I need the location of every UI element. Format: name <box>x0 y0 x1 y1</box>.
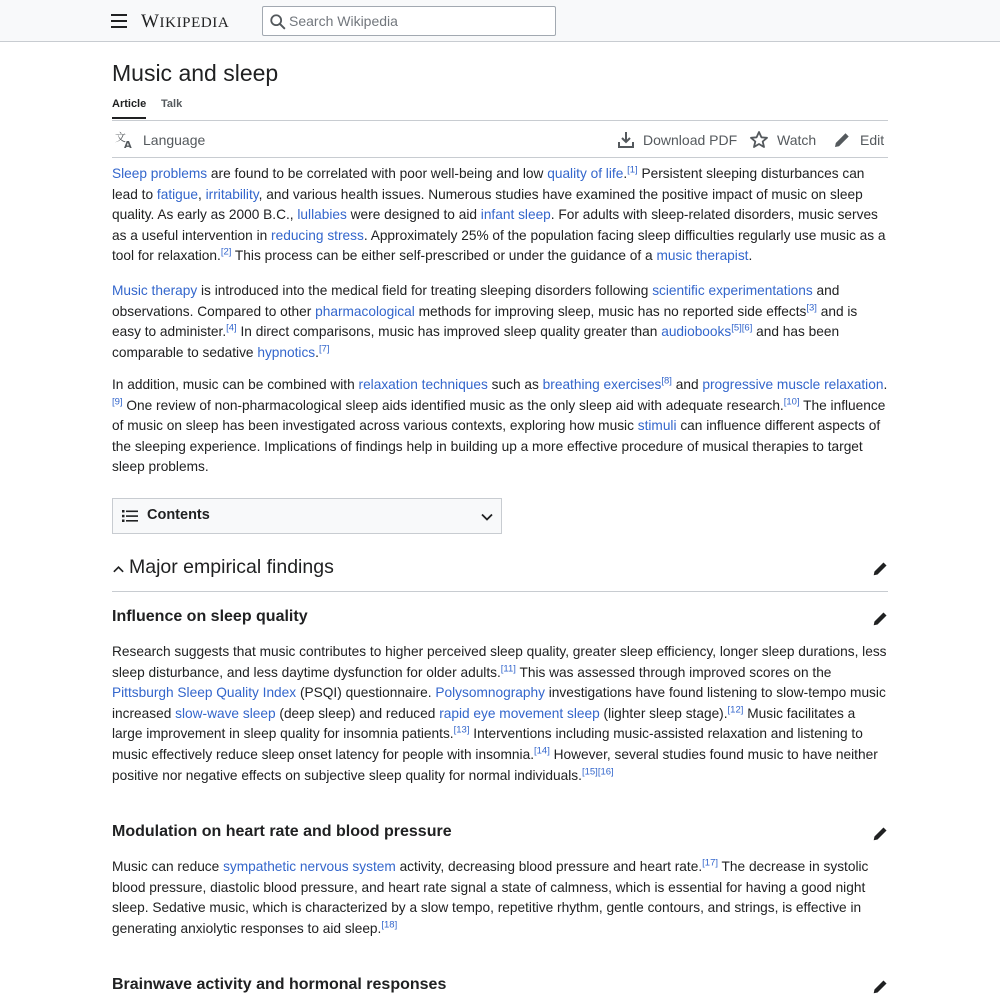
wiki-link[interactable]: sympathetic nervous system <box>223 859 396 874</box>
search-box[interactable] <box>262 6 556 36</box>
body-text: is introduced into the medical field for treating sleeping disorders following <box>197 283 653 298</box>
intro-paragraph-2 <box>112 281 888 363</box>
body-text: Music facilitates a large improvement in sleep quality for insomnia patients. <box>112 705 856 742</box>
wiki-link[interactable]: pharmacological <box>315 303 415 319</box>
wiki-link[interactable]: Music therapy <box>112 283 198 298</box>
star-icon <box>749 130 769 150</box>
reference-superscript <box>534 745 550 756</box>
page-title: Music and sleep <box>112 60 279 86</box>
language-button[interactable] <box>115 128 215 152</box>
list-icon <box>122 509 138 523</box>
edit-subsection-pencil-icon[interactable] <box>872 825 889 842</box>
body-text: are found to be correlated with poor well-being and low <box>207 166 548 181</box>
wiki-link[interactable]: reducing stress <box>271 227 364 243</box>
wiki-link[interactable]: scientific experimentations <box>652 283 813 298</box>
tab-article[interactable]: Article <box>112 98 146 119</box>
body-text: Research suggests that music contributes to higher perceived sleep quality, greater sleep efficiency, longer sleep durations, less sleep disturbance, and less daytime dysfunction for older adults. <box>112 644 887 680</box>
svg-text:文: 文 <box>115 131 126 144</box>
language-icon <box>115 130 135 150</box>
reference-superscript <box>742 323 753 334</box>
body-text: . <box>623 166 628 181</box>
hamburger-menu-icon[interactable] <box>111 14 127 28</box>
reference-superscript <box>661 375 672 386</box>
reference-link[interactable]: [16] <box>597 766 614 777</box>
reference-link[interactable]: [10] <box>783 396 800 408</box>
reference-link[interactable]: [3] <box>806 302 817 314</box>
wiki-link[interactable]: breathing exercises <box>542 377 662 392</box>
reference-superscript <box>112 396 123 407</box>
edit-subsection-pencil-icon[interactable] <box>872 978 889 995</box>
reference-superscript <box>319 343 330 354</box>
sleep-quality-paragraph <box>112 642 888 786</box>
download-icon <box>616 130 636 150</box>
wiki-link[interactable]: rapid eye movement sleep <box>439 705 600 721</box>
wiki-link[interactable]: irritability <box>205 186 259 202</box>
watch-label: Watch <box>777 132 817 148</box>
body-text: . For adults with sleep-related disorders, music serves as a useful intervention in <box>112 207 878 243</box>
reference-superscript <box>702 857 718 868</box>
download-pdf-label: Download PDF <box>643 132 738 148</box>
reference-link[interactable]: [8] <box>661 375 672 387</box>
reference-link[interactable]: [7] <box>318 343 330 355</box>
reference-link[interactable]: [1] <box>627 164 638 176</box>
chevron-down-icon <box>480 510 494 524</box>
reference-superscript <box>221 247 232 258</box>
body-text: were designed to aid <box>346 207 481 223</box>
reference-link[interactable]: [11] <box>500 663 516 675</box>
reference-superscript <box>784 396 800 407</box>
edit-section-pencil-icon[interactable] <box>872 560 889 577</box>
body-text: methods for improving sleep, music has no reported side effects <box>414 303 807 319</box>
wiki-link[interactable]: Polysomnography <box>435 685 545 701</box>
reference-superscript <box>731 323 742 334</box>
logo-rest: IKIPEDIA <box>159 15 230 31</box>
reference-superscript <box>454 725 470 736</box>
body-text: such as <box>487 377 543 392</box>
intro-paragraph-3 <box>112 375 888 478</box>
body-text: . <box>315 344 319 360</box>
body-text: (deep sleep) and reduced <box>275 705 440 721</box>
reference-link[interactable]: [14] <box>534 745 550 757</box>
wiki-link[interactable]: hypnotics <box>257 344 316 360</box>
body-text: (lighter sleep stage). <box>599 705 728 721</box>
wiki-link[interactable]: audiobooks <box>661 324 732 340</box>
body-text: , <box>198 186 206 202</box>
body-text: Music can reduce <box>112 859 224 874</box>
reference-link[interactable]: [13] <box>453 724 470 736</box>
wiki-link[interactable]: relaxation techniques <box>358 377 488 392</box>
reference-superscript <box>226 323 237 334</box>
wikipedia-logo[interactable] <box>141 11 229 33</box>
reference-superscript <box>598 766 614 777</box>
body-text: . <box>883 377 888 392</box>
body-text: and is easy to administer. <box>112 303 858 340</box>
search-icon <box>269 13 287 31</box>
reference-link[interactable]: [17] <box>702 857 718 869</box>
reference-link[interactable]: [6] <box>741 322 753 334</box>
page-actions <box>112 128 888 158</box>
body-text: and <box>671 377 703 392</box>
reference-link[interactable]: [2] <box>220 246 232 258</box>
contents-title: Contents <box>147 507 210 523</box>
wiki-link[interactable]: quality of life <box>547 166 624 181</box>
body-text: , and various health issues. Numerous studies have examined the positive impact of music on sleep quality. As early as 2000 B.C., <box>112 186 863 223</box>
chevron-up-icon[interactable] <box>112 563 125 576</box>
intro-paragraph-1 <box>112 164 888 267</box>
language-label: Language <box>143 132 206 148</box>
subsection-title-sleep-quality: Influence on sleep quality <box>112 608 308 625</box>
download-pdf-button[interactable] <box>616 128 736 152</box>
reference-link[interactable]: [12] <box>727 704 744 716</box>
reference-superscript <box>381 919 397 930</box>
body-text: This was assessed through improved scores on the <box>515 664 832 680</box>
heart-rate-paragraph <box>112 857 888 939</box>
edit-subsection-pencil-icon[interactable] <box>872 610 889 627</box>
section-heading-major-findings <box>112 556 888 592</box>
body-text: The influence of music on sleep has been investigated across various contexts, exploring how music <box>112 397 886 434</box>
reference-superscript <box>501 663 516 674</box>
subsection-title-heart-rate: Modulation on heart rate and blood pressure <box>112 823 452 840</box>
tab-talk[interactable]: Talk <box>161 98 183 110</box>
reference-link[interactable]: [15] <box>581 766 598 777</box>
body-text: One review of non-pharmacological sleep aids identified music as the only sleep aid with adequate research. <box>122 397 784 413</box>
edit-label: Edit <box>860 132 885 148</box>
reference-link[interactable]: [9] <box>112 396 123 408</box>
wiki-link[interactable]: progressive muscle relaxation <box>702 377 884 392</box>
body-text: (PSQI) questionnaire. <box>296 685 436 701</box>
pencil-icon <box>832 130 852 150</box>
body-text: The decrease in systolic blood pressure, diastolic blood pressure, and heart rate signal a state of calmness, which is essential for having a good night sleep. Sedative music, which is characterized by a slow tempo, repetitive rhythm, gentle contours, and strings, is effective in generating anxiolytic responses to aid sleep. <box>112 859 869 936</box>
body-text: In addition, music can be combined with <box>112 377 359 392</box>
body-text: activity, decreasing blood pressure and heart rate. <box>395 859 703 874</box>
logo-initial: W <box>141 11 160 32</box>
body-text: This process can be either self-prescribed or under the guidance of a <box>231 248 657 264</box>
watch-button[interactable] <box>749 128 819 152</box>
svg-text:A: A <box>124 140 132 150</box>
reference-superscript <box>627 164 638 175</box>
wiki-link[interactable]: music therapist <box>656 248 749 264</box>
section-title: Major empirical findings <box>129 556 334 578</box>
contents-toggle[interactable] <box>112 498 502 534</box>
wiki-link[interactable]: lullabies <box>297 207 347 223</box>
body-text: However, several studies found music to have neither positive nor negative effects on subjective sleep quality for normal individuals. <box>112 746 878 783</box>
wiki-link[interactable]: stimuli <box>637 418 677 434</box>
reference-link[interactable]: [4] <box>226 322 237 334</box>
namespace-tabs <box>112 96 888 121</box>
body-text: Persistent sleeping disturbances can lead to <box>112 166 865 202</box>
edit-button[interactable] <box>832 128 888 152</box>
reference-link[interactable]: [18] <box>381 919 398 931</box>
reference-superscript <box>582 766 598 777</box>
body-text: and has been comparable to sedative <box>112 324 840 360</box>
wiki-link[interactable]: slow-wave sleep <box>175 705 276 721</box>
reference-superscript <box>806 302 817 313</box>
body-text: . Approximately 25% of the population facing sleep difficulties regularly use music as a tool for relaxation. <box>112 227 886 264</box>
reference-superscript <box>728 704 744 715</box>
body-text: can influence different aspects of the sleeping experience. Implications of findings help in building up a more effective procedure of musical therapies to target sleep problems. <box>112 418 881 475</box>
wiki-link[interactable]: Pittsburgh Sleep Quality Index <box>112 685 297 701</box>
top-header <box>0 0 1000 42</box>
body-text: Interventions including music-assisted relaxation and listening to music effectively reduce sleep onset latency for people with insomnia. <box>112 726 863 762</box>
body-text: . <box>748 248 753 264</box>
search-input[interactable] <box>289 11 551 31</box>
wiki-link[interactable]: Sleep problems <box>112 166 208 181</box>
wiki-link[interactable]: fatigue <box>156 186 199 202</box>
reference-link[interactable]: [5] <box>731 322 742 334</box>
wiki-link[interactable]: infant sleep <box>480 207 551 223</box>
subsection-title-brainwave: Brainwave activity and hormonal responses <box>112 976 447 993</box>
body-text: In direct comparisons, music has improved sleep quality greater than <box>236 324 662 340</box>
body-text: and observations. Compared to other <box>112 283 840 319</box>
body-text: investigations have found listening to slow-tempo music increased <box>112 685 886 721</box>
